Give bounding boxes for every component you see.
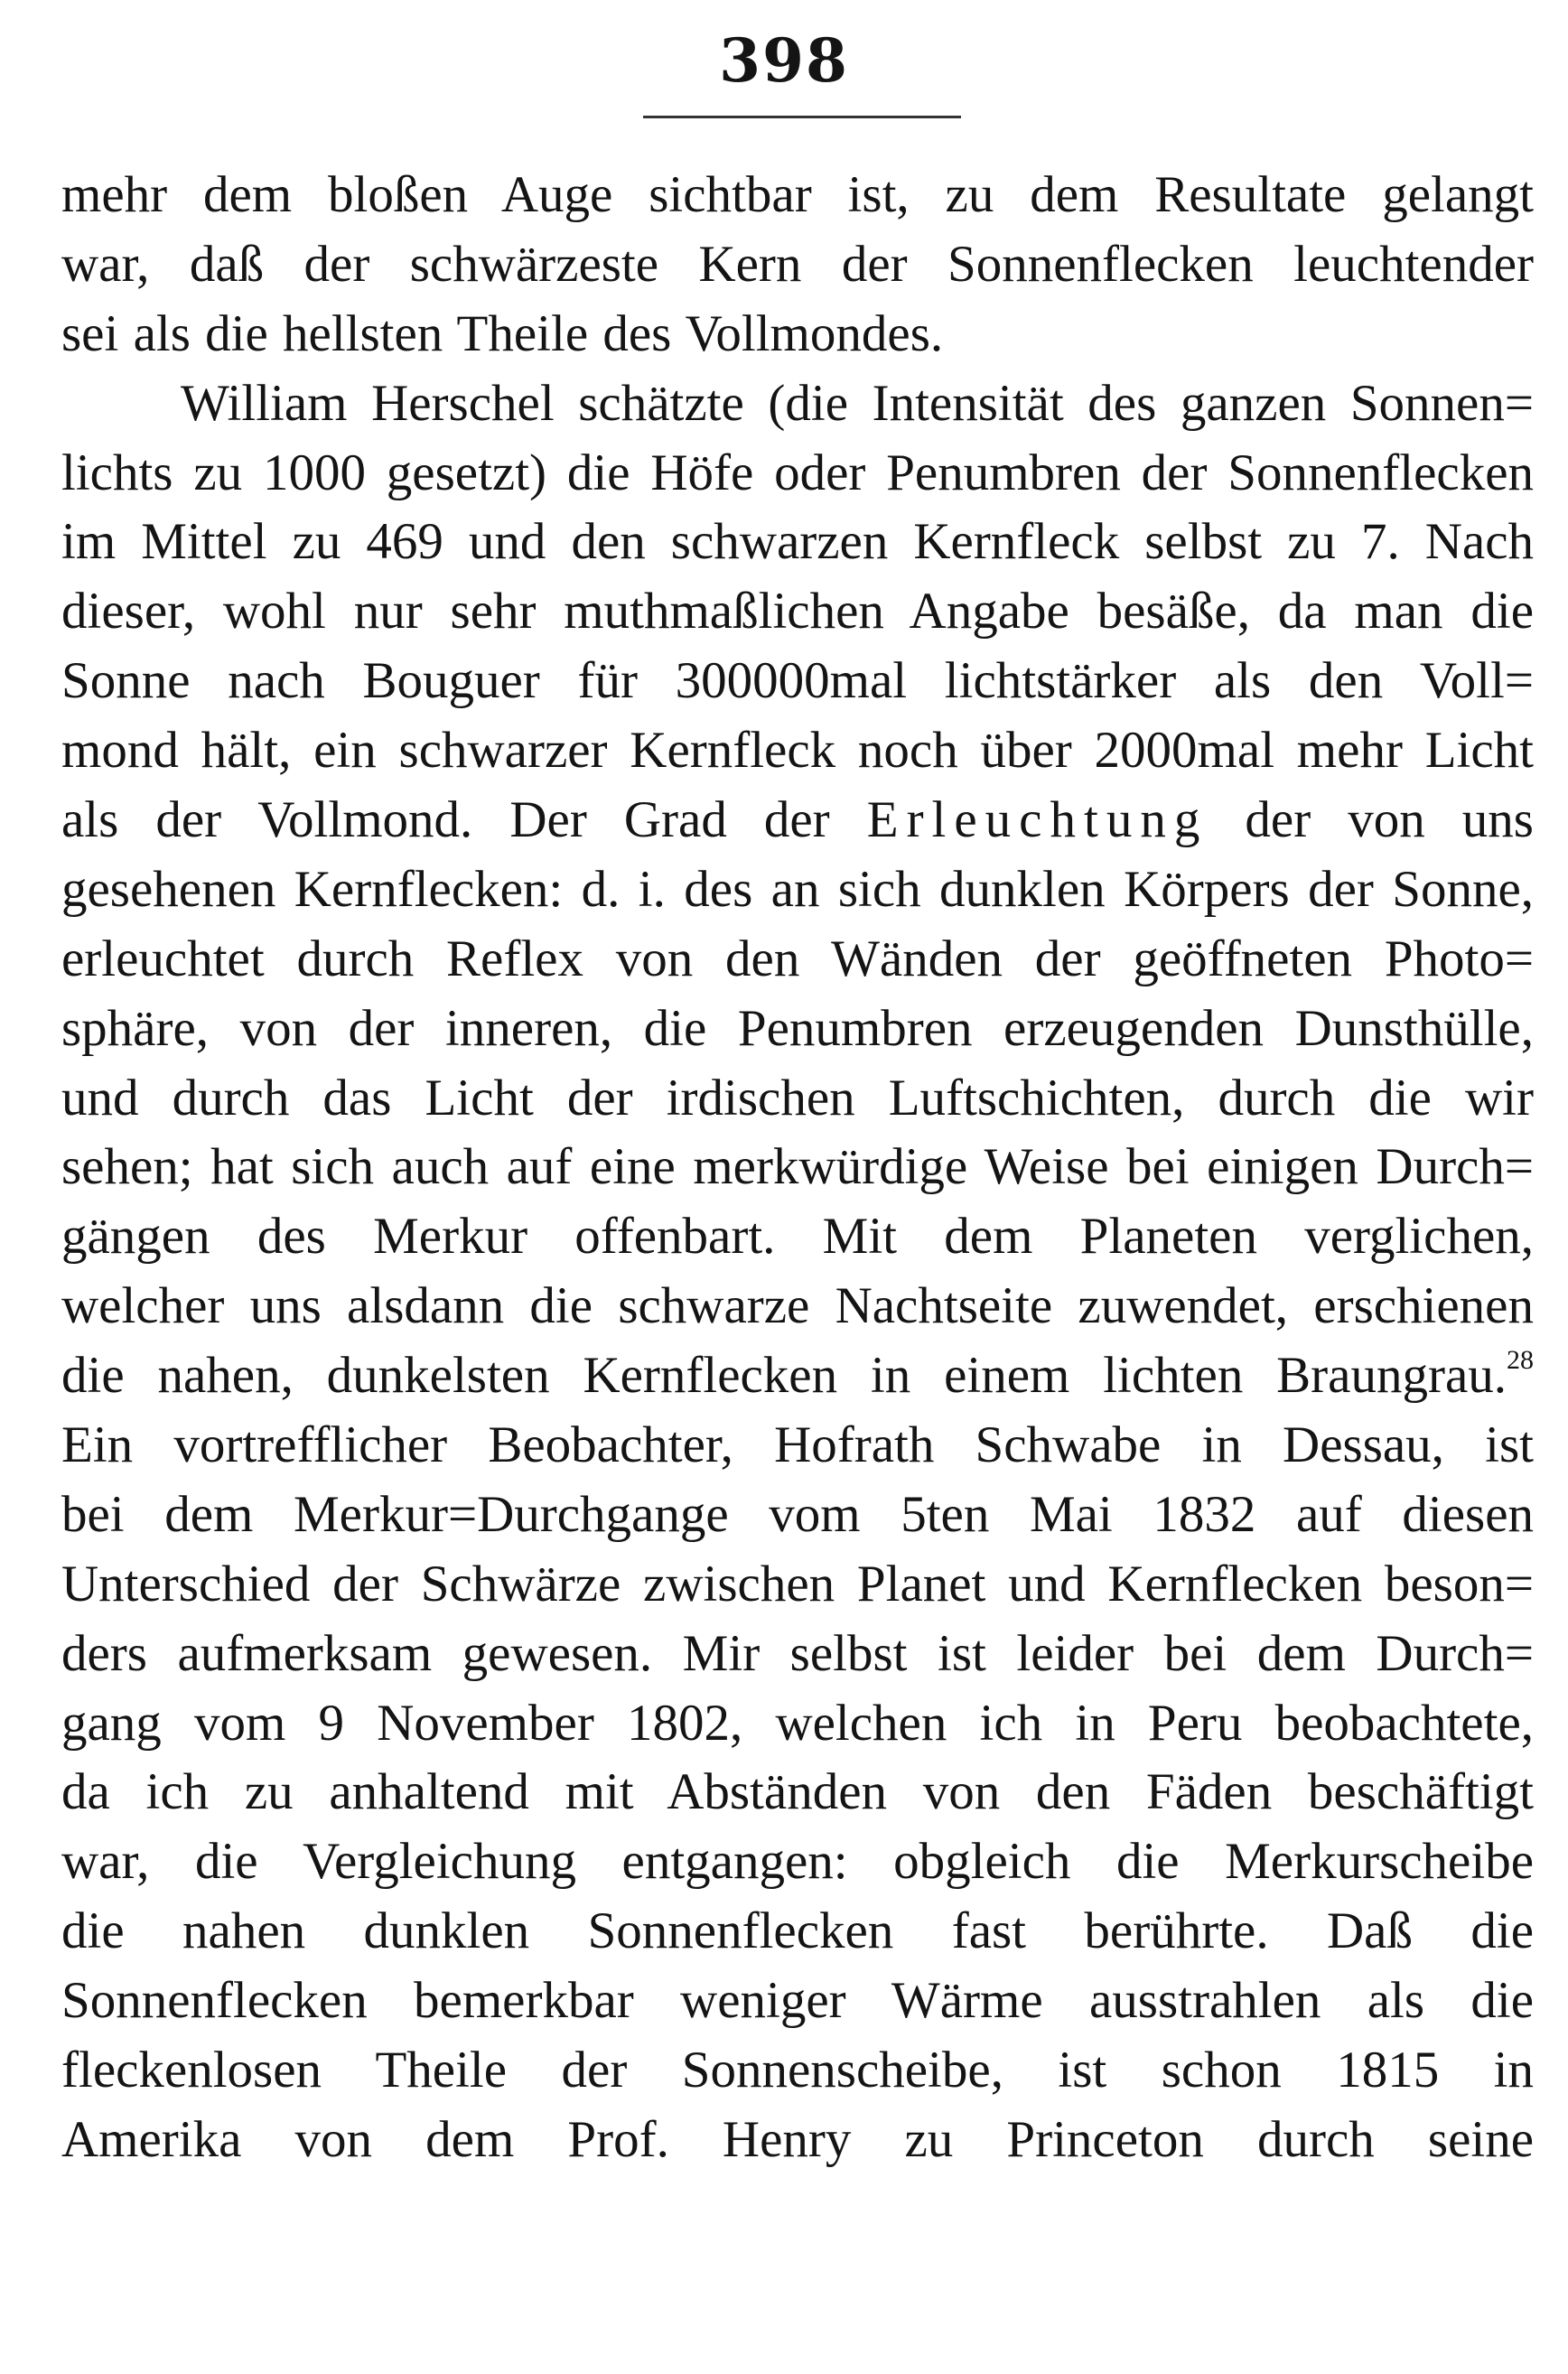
text-line — [61, 1341, 1534, 1411]
text-line: William Herschel schätzte (die Intensität des ganzen Sonnen= — [181, 374, 1534, 432]
page-number: 398 — [719, 25, 849, 96]
text-line: sehen; hat sich auch auf eine merkwürdige Weise bei einigen Durch= — [61, 1138, 1534, 1196]
text-segment: Der Grad der — [509, 791, 830, 849]
text-line: im Mittel zu 469 und den schwarzen Kernfleck selbst zu 7. Nach — [61, 513, 1534, 571]
text-line: die nahen dunklen Sonnenflecken fast berührte. Daß die — [61, 1902, 1534, 1960]
emphasized-word: Erleuchtung — [866, 791, 1209, 849]
text-line: fleckenlosen Theile der Sonnenscheibe, ist schon 1815 in — [61, 2042, 1534, 2099]
text-line: bei dem Merkur=Durchgange vom 5ten Mai 1832 auf diesen — [61, 1485, 1534, 1543]
text-line: Sonnenflecken bemerkbar weniger Wärme ausstrahlen als die — [61, 1972, 1534, 2030]
text-line: welcher uns alsdann die schwarze Nachtseite zuwendet, erschienen — [61, 1277, 1534, 1335]
text-line: Sonne nach Bouguer für 300000mal lichtstärker als den Voll= — [61, 652, 1534, 710]
text-line: sei als die hellsten Theile des Vollmondes. — [61, 304, 944, 362]
body-text — [61, 161, 1534, 2175]
text-line: sphäre, von der inneren, die Penumbren erzeugenden Dunsthülle, — [61, 999, 1534, 1057]
text-line: lichts zu 1000 gesetzt) die Höfe oder Penumbren der Sonnenflecken — [61, 444, 1534, 501]
footnote-marker: 28 — [1507, 1345, 1534, 1376]
text-line: gängen des Merkur offenbart. Mit dem Planeten verglichen, — [61, 1208, 1534, 1266]
text-line: Unterschied der Schwärze zwischen Planet und Kernflecken beson= — [61, 1555, 1534, 1612]
text-line: war, daß der schwärzeste Kern der Sonnenflecken leuchtender — [61, 235, 1534, 293]
text-line: gang vom 9 November 1802, welchen ich in Peru beobachtete, — [61, 1694, 1534, 1752]
text-segment: der von uns — [1245, 791, 1534, 849]
text-line: da ich zu anhaltend mit Abständen von den Fäden beschäftigt — [61, 1763, 1534, 1821]
text-line — [61, 786, 1534, 855]
text-line: erleuchtet durch Reflex von den Wänden der geöffneten Photo= — [61, 930, 1534, 987]
text-line: dieser, wohl nur sehr muthmaßlichen Angabe besäße, da man die — [61, 583, 1534, 640]
text-line: ders aufmerksam gewesen. Mir selbst ist leider bei dem Durch= — [61, 1624, 1534, 1682]
text-line: Amerika von dem Prof. Henry zu Princeton durch seine — [61, 2110, 1534, 2168]
text-segment: als der Vollmond. — [61, 791, 473, 849]
text-line: mond hält, ein schwarzer Kernfleck noch über 2000mal mehr Licht — [61, 722, 1534, 780]
text-segment: die nahen, dunkelsten Kernflecken in einem lichten Braungrau. — [61, 1347, 1507, 1405]
text-line: und durch das Licht der irdischen Luftschichten, durch die wir — [61, 1069, 1534, 1126]
text-line: mehr dem bloßen Auge sichtbar ist, zu dem Resultate gelangt — [61, 166, 1534, 223]
text-line: Ein vortrefflicher Beobachter, Hofrath Schwabe in Dessau, ist — [61, 1416, 1534, 1474]
text-line: gesehenen Kernflecken: d. i. des an sich dunklen Körpers der Sonne, — [61, 860, 1534, 918]
text-line: war, die Vergleichung entgangen: obgleich die Merkurscheibe — [61, 1833, 1534, 1891]
header-rule — [643, 116, 961, 118]
